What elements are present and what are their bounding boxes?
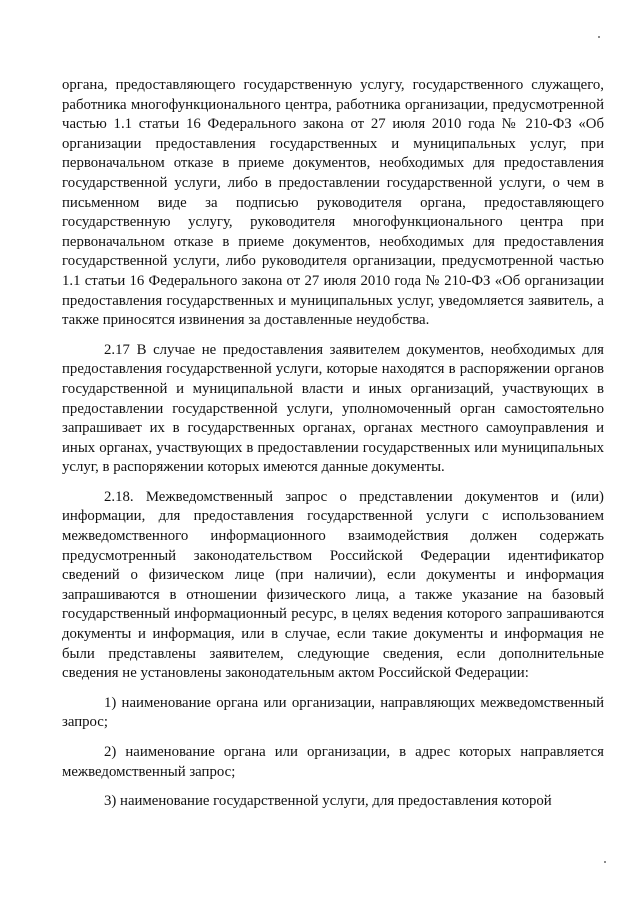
list-item-1: 1) наименование органа или организации, направляющих межведомственный запрос; <box>62 694 604 731</box>
scan-speck <box>604 861 606 863</box>
document-body <box>62 76 604 812</box>
paragraph-continuation: органа, предоставляющего государственную услугу, государственного служащего, работника многофункционального центра, работника организации, предусмотренной частью 1.1 статьи 16 Федерального закона от 27 июля 2010 года № 210-ФЗ «Об организации предоставления государственных и муниципальных услуг, при первоначальном отказе в приеме документов, необходимых для предоставления государственной услуги, либо в предоставлении государственной услуги, о чем в письменном виде за подписью руководителя органа, предоставляющего государственную услугу, руководителя многофункционального центра при первоначальном отказе в приеме документов, необходимых для предоставления государственной услуги, либо руководителя организации, предусмотренной частью 1.1 статьи 16 Федерального закона от 27 июля 2010 года № 210-ФЗ «Об организации предоставления государственных и муниципальных услуг, уведомляется заявитель, а также приносятся извинения за доставленные неудобства. <box>62 77 604 329</box>
paragraph-2-17: 2.17 В случае не предоставления заявителем документов, необходимых для предоставления государственной услуги, которые находятся в распоряжении органов государственной и муниципальной власти и иных организаций, участвующих в предоставлении государственной услуги, уполномоченный орган самостоятельно запрашивает их в государственных органах, органах местного самоуправления и иных органах, участвующих в предоставлении государственных или муниципальных услуг, в распоряжении которых имеются данные документы. <box>62 341 604 476</box>
list-item-3: 3) наименование государственной услуги, для предоставления которой <box>104 793 552 810</box>
paragraph-2-18: 2.18. Межведомственный запрос о представлении документов и (или) информации, для предоставления государственной услуги с использованием межведомственного информационного взаимодействия должен содержать предусмотренный законодательством Российской Федерации идентификатор сведений о физическом лице (при наличии), если документы и информация запрашиваются в отношении физического лица, а также указание на базовый государственный информационный ресурс, в целях ведения которого запрашиваются документы и информация, или в случае, если такие документы и информация не были представлены заявителем, следующие сведения, если дополнительные сведения не установлены законодательным актом Российской Федерации: <box>62 488 604 682</box>
list-item-2: 2) наименование органа или организации, в адрес которых направляется межведомственный запрос; <box>62 744 604 780</box>
scan-speck <box>598 36 600 38</box>
